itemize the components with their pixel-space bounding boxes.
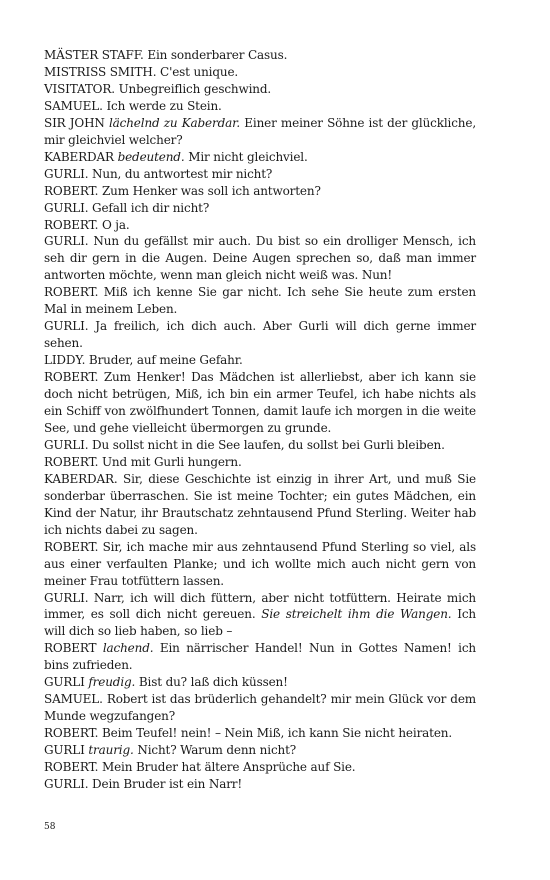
speech-text: Du sollst nicht in die See laufen, du sollst bei Gurli bleiben. [92,437,445,452]
speech-line [44,98,476,115]
speaker: MISTRISS SMITH. [44,64,157,79]
speaker: ROBERT [44,641,97,656]
speech-text: Unbegreiflich geschwind. [118,81,272,96]
speech-line [44,81,476,98]
speaker: GURLI. [44,166,89,181]
speech-line [44,47,476,64]
speech-text: Ich werde zu Stein. [106,98,222,113]
stage-direction: lachend. [102,641,154,656]
speech-text: Sir, ich mache mir aus zehntausend Pfund Sterling so viel, als aus einer verfaulten Planke; und ich wollte mich auch nicht gern von meiner Frau totfüttern lassen. [44,539,476,588]
speech-text: Ja freilich, ich dich auch. Aber Gurli will dich gerne immer sehen. [44,319,476,351]
speech-line [44,691,476,725]
speaker: ROBERT. [44,217,99,232]
speaker: ROBERT. [44,539,99,554]
speech-line [44,539,476,590]
speech-text: Dein Bruder ist ein Narr! [92,776,243,791]
speech-line [44,318,476,352]
speech-text: Nun du gefällst mir auch. Du bist so ein drolliger Mensch, ich seh dir gern in die Augen. Deine Augen sprechen so, daß man immer antworten möchte, wenn man gleich nicht weiß was. Nun! [44,234,476,283]
speech-line [44,725,476,742]
stage-direction: freudig. [88,675,136,690]
speech-line [44,183,476,200]
speech-line [44,471,476,539]
speaker: SAMUEL. [44,692,103,707]
speaker: LIDDY. [44,353,86,368]
speech-text: Bruder, auf meine Gefahr. [88,353,243,368]
speech-line [44,674,476,691]
speech-text: Robert ist das brüderlich gehandelt? mir mein Glück vor dem Munde wegzufangen? [44,692,476,724]
speech-text: Ein närrischer Handel! Nun in Gottes Namen! ich bins zufrieden. [44,641,476,673]
speaker: VISITATOR. [44,81,115,96]
speech-line [44,369,476,437]
speech-text: Ich will dich so lieb haben, so lieb – [44,607,476,639]
speaker: ROBERT. [44,183,99,198]
stage-direction: lächelnd zu Kaberdar. [108,115,241,130]
speech-text: Ein sonderbarer Casus. [147,48,288,62]
speech-line [44,742,476,759]
speech-line [44,590,476,641]
speaker: GURLI. [44,234,89,249]
speech-line [44,115,476,149]
stage-direction: bedeutend. [117,149,185,164]
speaker: ROBERT. [44,285,99,300]
stage-direction: traurig. [88,743,134,758]
speech-line [44,640,476,674]
speech-line [44,437,476,454]
page-number: 58 [44,822,56,832]
speaker: GURLI [44,743,85,758]
speaker: SIR JOHN [44,115,105,130]
speech-line [44,166,476,183]
speaker: ROBERT. [44,760,99,775]
speech-line [44,284,476,318]
speech-line [44,64,476,81]
speech-text: O ja. [101,217,130,232]
speech-text: Narr, ich will dich füttern, aber nicht totfüttern. Heirate mich immer, es soll dich nicht gereuen. [44,590,476,622]
play-text [44,47,476,793]
speech-text: Zum Henker was soll ich antworten? [101,183,321,198]
speech-text: Bist du? laß dich küssen! [138,675,288,690]
speaker: SAMUEL. [44,98,103,113]
speech-text: Einer meiner Söhne ist der glückliche, mir gleichviel welcher? [44,115,476,147]
speaker: GURLI. [44,590,89,605]
speech-text: Nicht? Warum denn nicht? [137,743,297,758]
speech-line [44,454,476,471]
speaker: GURLI. [44,200,89,215]
speech-line [44,217,476,234]
speech-text: Beim Teufel! nein! – Nein Miß, ich kann Sie nicht heiraten. [101,726,453,741]
stage-direction: Sie streichelt ihm die Wangen. [261,607,452,622]
speech-line [44,233,476,284]
speech-text: Miß ich kenne Sie gar nicht. Ich sehe Sie heute zum ersten Mal in meinem Leben. [44,285,476,317]
speaker: ROBERT. [44,726,99,741]
speech-line [44,759,476,776]
speaker: GURLI [44,675,85,690]
speaker: GURLI. [44,437,89,452]
speaker: KABERDAR [44,149,114,164]
speech-line [44,149,476,166]
speech-text: C'est unique. [160,64,239,79]
speech-text: Mir nicht gleichviel. [188,149,308,164]
speech-text: Nun, du antwortest mir nicht? [92,166,273,181]
speaker: GURLI. [44,776,89,791]
speaker: GURLI. [44,319,89,334]
speech-text: Gefall ich dir nicht? [92,200,210,215]
speaker: ROBERT. [44,370,99,385]
speech-text: Sir, diese Geschichte ist einzig in ihrer Art, und muß Sie sonderbar überraschen. Sie ist meine Tochter; ein gutes Mädchen, ein Kind der Natur, ihr Brautschatz zehntausend Pfund Sterling. Weiter hab ich nichts dabei zu sagen. [44,471,476,537]
speech-text: Und mit Gurli hungern. [101,454,242,469]
speech-line [44,776,476,793]
speech-text: Zum Henker! Das Mädchen ist allerliebst, aber ich kann sie doch nicht betrügen, Miß, ich bin ein armer Teufel, ich habe nichts als ein Schiff von zwölfhundert Tonnen, damit laufe ich morgen in die weite See, und gehe vielleicht übermorgen zu grunde. [44,370,476,435]
speech-line [44,352,476,369]
speaker: ROBERT. [44,454,99,469]
speaker: KABERDAR. [44,471,118,486]
speaker: MÄSTER STAFF. [44,48,144,62]
speech-line [44,200,476,217]
speech-text: Mein Bruder hat ältere Ansprüche auf Sie. [101,760,356,775]
